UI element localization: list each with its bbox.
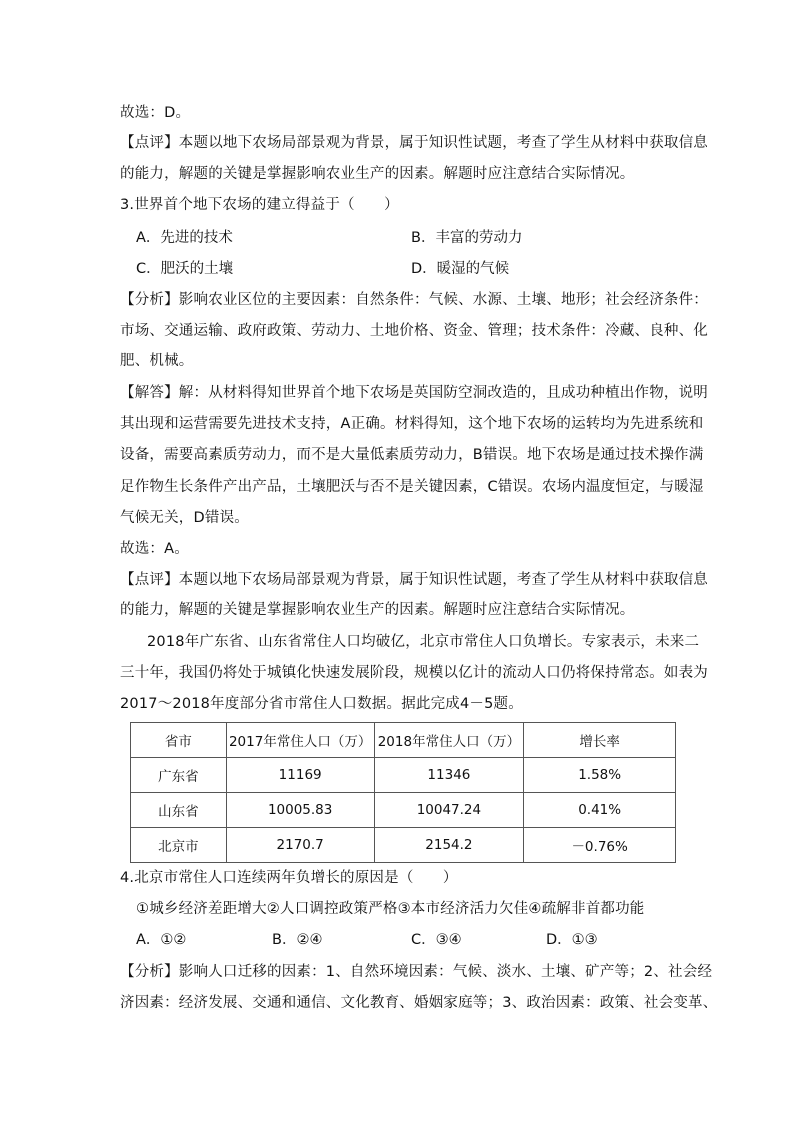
table-header-cell: 2017年常住人口（万）: [226, 723, 374, 758]
table-cell: 10005.83: [226, 793, 374, 828]
table-cell: 10047.24: [374, 793, 524, 828]
table-header-row: [131, 723, 676, 758]
table-cell: 山东省: [131, 793, 227, 828]
q4-option-d: D．①③: [546, 932, 598, 948]
table-cell: 2170.7: [226, 828, 374, 863]
q3-option-d: D．暖湿的气候: [411, 261, 510, 277]
table-header-cell: 2018年常住人口（万）: [374, 723, 524, 758]
population-table: [130, 722, 676, 863]
q4-option-b: B．②④: [272, 932, 323, 948]
material-paragraph-line: 2017～2018年度部分省市常住人口数据。据此完成4－5题。: [120, 696, 523, 712]
solution-paragraph-line: 设备，需要高素质劳动力，而不是大量低素质劳动力，B错误。地下农场是通过技术操作满: [120, 447, 704, 463]
comment-paragraph-line: 的能力，解题的关键是掌握影响农业生产的因素。解题时应注意结合实际情况。: [120, 602, 635, 618]
table-header-cell: 省市: [131, 723, 227, 758]
material-paragraph-line: 2018年广东省、山东省常住人口均破亿，北京市常住人口负增长。专家表示，未来二: [147, 634, 700, 650]
solution-paragraph-line: 其出现和运营需要先进技术支持，A正确。材料得知，这个地下农场的运转均为先进系统和: [120, 416, 704, 432]
table-row: [131, 828, 676, 863]
analysis-paragraph-line: 【分析】影响人口迁移的因素：1、自然环境因素：气候、淡水、土壤、矿产等；2、社会经: [120, 964, 713, 980]
table-cell: 1.58%: [524, 758, 676, 793]
analysis-paragraph-line: 【分析】影响农业区位的主要因素：自然条件：气候、水源、土壤、地形；社会经济条件：: [120, 292, 708, 308]
table-header-cell: 增长率: [524, 723, 676, 758]
q3-option-b: B．丰富的劳动力: [411, 230, 523, 246]
table-cell: －0.76%: [524, 828, 676, 863]
table-cell: 0.41%: [524, 793, 676, 828]
answer-choice-line: 故选：D。: [120, 105, 191, 121]
question-3-stem: 3.世界首个地下农场的建立得益于（ ）: [120, 197, 399, 213]
table-cell: 11169: [226, 758, 374, 793]
material-paragraph-line: 三十年，我国仍将处于城镇化快速发展阶段，规模以亿计的流动人口仍将保持常态。如表为: [120, 665, 708, 681]
q3-option-c: C．肥沃的土壤: [136, 261, 234, 277]
q3-option-a: A．先进的技术: [136, 230, 233, 246]
question-4-statements: ①城乡经济差距增大②人口调控政策严格③本市经济活力欠佳④疏解非首都功能: [136, 901, 645, 917]
analysis-paragraph-line: 济因素：经济发展、交通和通信、文化教育、婚姻家庭等；3、政治因素：政策、社会变革、: [120, 995, 718, 1011]
answer-choice-line: 故选：A。: [120, 541, 189, 557]
solution-paragraph-line: 【解答】解：从材料得知世界首个地下农场是英国防空洞改造的，且成功种植出作物，说明: [120, 385, 708, 401]
table-row: [131, 758, 676, 793]
analysis-paragraph-line: 肥、机械。: [120, 353, 194, 369]
q4-option-c: C．③④: [411, 932, 462, 948]
solution-paragraph-line: 气候无关，D错误。: [120, 510, 249, 526]
comment-paragraph-line: 的能力，解题的关键是掌握影响农业生产的因素。解题时应注意结合实际情况。: [120, 166, 635, 182]
table-row: [131, 793, 676, 828]
table-cell: 2154.2: [374, 828, 524, 863]
table-cell: 11346: [374, 758, 524, 793]
question-4-stem: 4.北京市常住人口连续两年负增长的原因是（ ）: [120, 870, 458, 886]
comment-paragraph-line: 【点评】本题以地下农场局部景观为背景，属于知识性试题，考查了学生从材料中获取信息: [120, 135, 708, 151]
solution-paragraph-line: 足作物生长条件产出产品，土壤肥沃与否不是关键因素，C错误。农场内温度恒定，与暖湿: [120, 479, 704, 495]
analysis-paragraph-line: 市场、交通运输、政府政策、劳动力、土地价格、资金、管理；技术条件：冷藏、良种、化: [120, 323, 708, 339]
table-cell: 北京市: [131, 828, 227, 863]
q4-option-a: A．①②: [136, 932, 187, 948]
table-cell: 广东省: [131, 758, 227, 793]
comment-paragraph-line: 【点评】本题以地下农场局部景观为背景，属于知识性试题，考查了学生从材料中获取信息: [120, 572, 708, 588]
